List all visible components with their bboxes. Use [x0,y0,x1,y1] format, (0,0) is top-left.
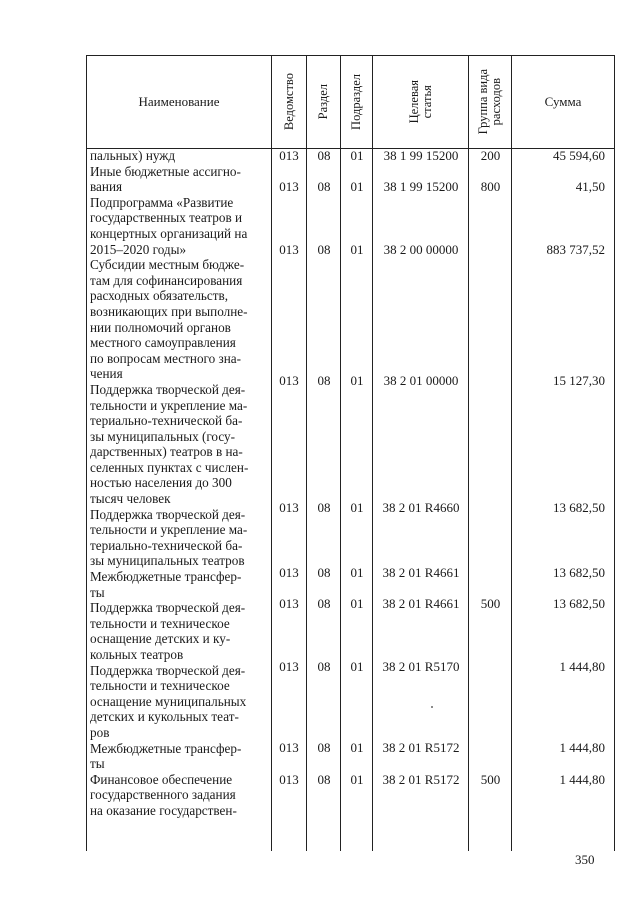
header-razdel-text: Раздел [316,84,330,120]
name-line: там для софинансирования [90,272,243,288]
col-border [614,55,615,851]
name-line: детских и кукольных теат- [90,709,239,725]
cell-razdel: 08 [317,565,331,580]
header-vedomstvo [272,56,306,148]
cell-summa: 15 127,30 [553,373,605,388]
cell-vedomstvo: 013 [279,772,299,787]
name-line: териально-технической ба- [90,413,243,429]
name-line: тельности и техническое [90,678,230,694]
cell-vedomstvo: 013 [279,242,299,257]
name-column [90,148,265,819]
cell-celevaya: 38 2 01 R5172 [382,772,460,787]
cell-celevaya: 38 1 99 15200 [383,148,459,163]
cell-gruppa: 800 [480,179,501,194]
cell-summa: 13 682,50 [553,565,605,580]
cell-celevaya: 38 2 01 00000 [383,373,459,388]
cell-celevaya: 38 2 01 R4660 [382,500,460,515]
name-line: оснащение муниципальных [90,693,247,709]
header-celevaya [373,56,468,148]
name-line: териально-технической ба- [90,537,243,553]
cell-summa: 1 444,80 [559,659,605,674]
name-line: Поддержка творческой дея- [90,600,246,616]
cell-summa: 13 682,50 [553,500,605,515]
cell-celevaya: 38 2 01 R4661 [382,565,460,580]
name-line: расходных обязательств, [90,288,229,304]
cell-vedomstvo: 013 [279,740,299,755]
name-line: возникающих при выполне- [90,303,248,319]
name-line: местного самоуправления [90,335,236,351]
header-summa [512,56,614,148]
cell-razdel: 08 [317,596,331,611]
cell-razdel: 08 [317,659,331,674]
cell-podrazdel: 01 [350,659,364,674]
cell-celevaya: 38 2 01 R5170 [382,659,460,674]
name-line: Иные бюджетные ассигно- [90,163,241,179]
cell-vedomstvo: 013 [279,659,299,674]
name-line: на оказание государствен- [90,802,237,818]
cell-summa: 45 594,60 [553,148,605,163]
name-line: ты [90,584,105,600]
header-name-text: Наименование [138,94,220,109]
scan-speck [431,706,433,708]
cell-podrazdel: 01 [350,179,364,194]
cell-celevaya: 38 1 99 15200 [383,179,459,194]
name-line: зы муниципальных (госу- [90,428,236,444]
name-line: ров [90,724,110,740]
cell-summa: 13 682,50 [553,596,605,611]
header-summa-text: Сумма [544,94,582,109]
cell-razdel: 08 [317,772,331,787]
header-razdel [307,56,340,148]
cell-summa: 41,50 [575,179,605,194]
header-vedomstvo-text: Ведомство [281,73,296,131]
header-name [87,56,271,148]
cell-gruppa: 500 [480,772,501,787]
name-line: чения [90,366,123,382]
cell-razdel: 08 [317,148,331,163]
name-line: дарственных) театров в на- [90,444,243,460]
col-border [86,55,87,851]
name-line: Субсидии местным бюдже- [90,257,245,273]
name-line: Финансовое обеспечение [90,771,233,787]
name-line: государственного задания [90,787,236,803]
cell-vedomstvo: 013 [279,596,299,611]
cell-gruppa: 500 [480,596,501,611]
cell-razdel: 08 [317,373,331,388]
cell-celevaya: 38 2 01 R4661 [382,596,460,611]
name-line: нии полномочий органов [90,319,231,335]
name-line: Подпрограмма «Развитие [90,194,234,210]
cell-podrazdel: 01 [350,242,364,257]
cell-gruppa: 200 [480,148,501,163]
cell-podrazdel: 01 [350,740,364,755]
name-line: концертных организаций на [90,225,248,241]
cell-vedomstvo: 013 [279,179,299,194]
col-border [372,55,373,851]
cell-podrazdel: 01 [350,500,364,515]
name-line: Поддержка творческой дея- [90,381,246,397]
name-line: по вопросам местного зна- [90,350,242,366]
col-border [340,55,341,851]
cell-vedomstvo: 013 [279,148,299,163]
cell-vedomstvo: 013 [279,373,299,388]
name-line: Поддержка творческой дея- [90,662,246,678]
cell-podrazdel: 01 [350,148,364,163]
name-line: ты [90,756,105,772]
name-line: ностью населения до 300 [90,475,232,491]
cell-razdel: 08 [317,740,331,755]
header-podrazdel-text: Подраздел [349,74,363,130]
cell-celevaya: 38 2 01 R5172 [382,740,460,755]
name-line: Межбюджетные трансфер- [90,740,242,756]
name-line: тельности и техническое [90,615,230,631]
cell-summa: 883 737,52 [546,242,605,257]
cell-podrazdel: 01 [350,772,364,787]
col-border [511,55,512,851]
cell-podrazdel: 01 [350,565,364,580]
page-number: 350 [575,852,595,867]
cell-razdel: 08 [317,500,331,515]
name-line: вания [90,179,123,195]
cell-podrazdel: 01 [350,596,364,611]
name-line: пальных) нужд [90,148,176,163]
cell-vedomstvo: 013 [279,565,299,580]
cell-razdel: 08 [317,179,331,194]
header-podrazdel [341,56,372,148]
col-border [271,55,272,851]
col-border [468,55,469,851]
header-gruppa [469,56,511,148]
name-line: тысяч человек [90,491,171,507]
name-line: кольных театров [90,647,184,662]
header-celevaya-text: Целевая статья [406,80,434,124]
name-line: Межбюджетные трансфер- [90,569,242,585]
cell-summa: 1 444,80 [559,740,605,755]
name-line: тельности и укрепление ма- [90,522,248,538]
name-line: тельности и укрепление ма- [90,397,248,413]
cell-celevaya: 38 2 00 00000 [383,242,459,257]
cell-vedomstvo: 013 [279,500,299,515]
name-line: государственных театров и [90,210,243,226]
cell-podrazdel: 01 [350,373,364,388]
header-gruppa-text: Группа вида расходов [476,69,503,135]
name-line: Поддержка творческой дея- [90,506,246,522]
name-line: селенных пунктах с числен- [90,459,249,475]
name-line: оснащение детских и ку- [90,631,231,647]
cell-razdel: 08 [317,242,331,257]
col-border [306,55,307,851]
name-line: 2015–2020 годы» [90,241,187,257]
name-line: зы муниципальных театров [90,553,245,569]
cell-summa: 1 444,80 [559,772,605,787]
